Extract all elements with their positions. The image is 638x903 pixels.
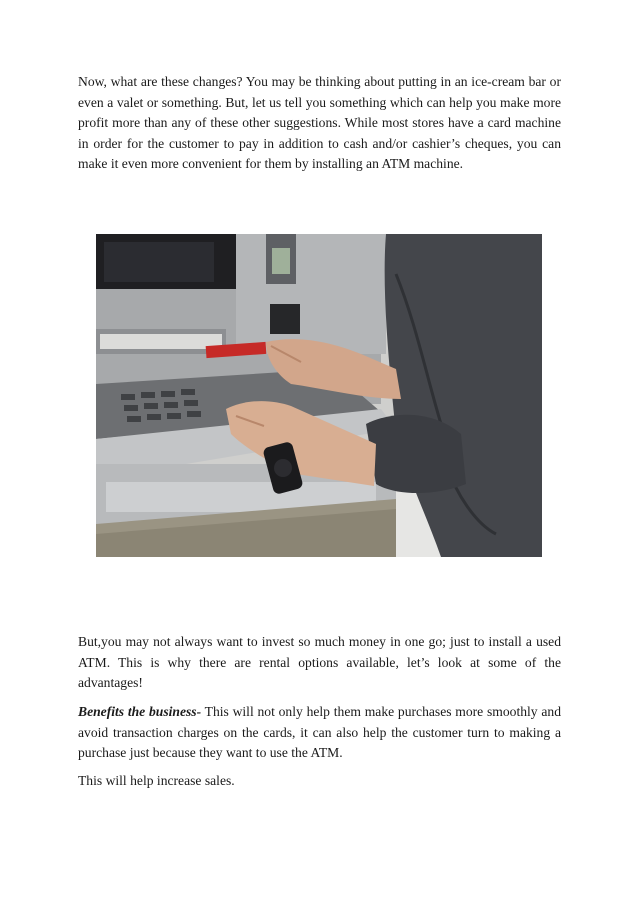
- benefits-body: This will not only help them make purchases more smoothly and avoid transaction charges on the cards, it can also help the customer turn to making a purchase just because they want to use the ATM.: [78, 704, 561, 761]
- invest-paragraph: But,you may not always want to invest so much money in one go; just to install a used ATM. This is why there are rental options available, let’s look at some of the advantages!: [78, 634, 561, 691]
- atm-photo-icon: [96, 234, 542, 557]
- benefits-paragraph: [78, 702, 561, 764]
- benefits-heading: Benefits the business-: [78, 704, 202, 719]
- closing-paragraph: This will help increase sales.: [78, 773, 235, 788]
- intro-paragraph: Now, what are these changes? You may be thinking about putting in an ice-cream bar or even a valet or something. But, let us tell you something which can help you make more profit more than any of these other suggestions. While most stores have a card machine in order for the customer to pay in addition to cash and/or cashier’s cheques, you can make it even more convenient for them by installing an ATM machine.: [78, 74, 561, 172]
